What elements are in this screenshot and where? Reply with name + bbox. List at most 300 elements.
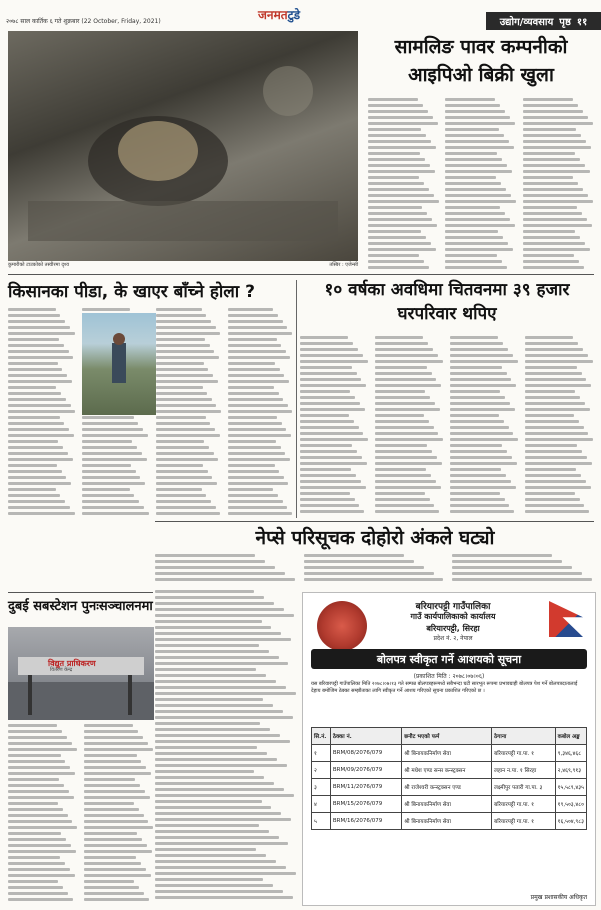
- text-line: [450, 492, 500, 495]
- col-header: कबोल अङ्क: [555, 728, 586, 745]
- text-line: [84, 724, 133, 727]
- text-line: [8, 320, 65, 323]
- text-line: [300, 444, 352, 447]
- text-line: [8, 392, 61, 395]
- text-line: [304, 572, 434, 575]
- text-line: [155, 878, 263, 881]
- text-line: [445, 158, 502, 161]
- text-line: [445, 146, 513, 149]
- text-line: [8, 470, 62, 473]
- text-line: [525, 396, 580, 399]
- text-line: [8, 862, 65, 865]
- text-line: [375, 480, 436, 483]
- text-line: [375, 408, 440, 411]
- text-line: [523, 260, 579, 263]
- text-line: [155, 716, 293, 719]
- text-line: [8, 760, 65, 763]
- text-line: [450, 426, 509, 429]
- text-line: [84, 772, 151, 775]
- text-line: [155, 560, 265, 563]
- text-line: [155, 602, 274, 605]
- text-line: [155, 776, 264, 779]
- text-line: [8, 868, 70, 871]
- text-line: [8, 374, 67, 377]
- text-line: [450, 390, 500, 393]
- text-line: [300, 348, 358, 351]
- text-line: [523, 188, 584, 191]
- text-line: [156, 374, 213, 377]
- text-line: [525, 426, 584, 429]
- newspaper-logo: [258, 6, 300, 23]
- headline-nepse: नेप्से परिसूचक दोहोरो अंकले घट्यो: [255, 527, 495, 549]
- text-line: [523, 116, 588, 119]
- text-line: [523, 110, 583, 113]
- text-line: [525, 348, 583, 351]
- text-line: [228, 350, 286, 353]
- text-line: [155, 704, 273, 707]
- text-line: [300, 336, 348, 339]
- text-line: [156, 410, 221, 413]
- text-line: [8, 886, 63, 889]
- text-column: [156, 308, 222, 520]
- text-line: [228, 434, 292, 437]
- page-number: ११: [576, 17, 588, 28]
- text-line: [155, 764, 287, 767]
- text-column: [8, 308, 76, 520]
- text-line: [84, 796, 150, 799]
- text-line: [450, 468, 501, 471]
- text-column: [155, 590, 297, 905]
- text-line: [300, 342, 353, 345]
- text-column: [523, 98, 594, 273]
- text-line: [300, 450, 357, 453]
- text-line: [445, 104, 500, 107]
- text-line: [228, 374, 285, 377]
- text-line: [8, 838, 66, 841]
- text-line: [450, 510, 514, 513]
- text-line: [155, 728, 270, 731]
- text-line: [523, 254, 574, 257]
- text-line: [525, 432, 588, 435]
- text-line: [304, 560, 414, 563]
- text-line: [82, 428, 143, 431]
- text-line: [155, 794, 294, 797]
- text-line: [84, 736, 143, 739]
- text-line: [300, 462, 367, 465]
- text-line: [525, 480, 586, 483]
- text-line: [156, 422, 210, 425]
- text-line: [8, 338, 59, 341]
- text-line: [445, 230, 498, 233]
- text-line: [445, 164, 507, 167]
- table-cell: १९,५०३,४८०: [555, 796, 586, 813]
- text-line: [445, 206, 499, 209]
- headline-power-ipo: सामलिङ पावर कम्पनीको आइपिओ बिक्री खुला: [394, 36, 568, 86]
- text-line: [445, 140, 508, 143]
- text-line: [156, 386, 203, 389]
- text-line: [8, 506, 70, 509]
- text-line: [156, 368, 208, 371]
- text-line: [450, 480, 511, 483]
- table-row: [312, 745, 587, 762]
- col-header: ठेक्का नं.: [330, 728, 401, 745]
- text-column: [525, 336, 594, 520]
- logo-part1: जनमत: [258, 8, 288, 22]
- text-line: [228, 398, 284, 401]
- text-line: [525, 486, 591, 489]
- text-line: [155, 842, 288, 845]
- text-line: [523, 176, 574, 179]
- text-line: [8, 440, 58, 443]
- text-line: [155, 668, 256, 671]
- text-line: [156, 314, 206, 317]
- table-cell: श्री बिनायकनिर्माण सेवा: [402, 796, 492, 813]
- text-line: [523, 224, 592, 227]
- text-line: [84, 754, 137, 757]
- text-line: [155, 866, 286, 869]
- text-line: [375, 396, 430, 399]
- text-line: [228, 386, 275, 389]
- text-line: [84, 790, 145, 793]
- table-cell: १: [312, 745, 331, 762]
- text-line: [84, 892, 144, 895]
- text-line: [82, 440, 132, 443]
- text-line: [445, 116, 510, 119]
- text-line: [228, 338, 277, 341]
- table-cell: १६,५०४,९८३: [555, 813, 586, 830]
- text-line: [82, 308, 130, 311]
- text-line: [155, 578, 295, 581]
- text-line: [8, 736, 67, 739]
- text-line: [523, 218, 587, 221]
- text-line: [450, 504, 509, 507]
- text-line: [8, 820, 72, 823]
- text-line: [84, 760, 141, 763]
- text-line: [228, 404, 288, 407]
- text-line: [156, 500, 211, 503]
- text-line: [155, 872, 296, 875]
- text-column: [375, 336, 444, 520]
- text-line: [300, 420, 354, 423]
- text-line: [445, 254, 496, 257]
- text-line: [8, 380, 72, 383]
- text-line: [368, 248, 436, 251]
- text-line: [155, 614, 294, 617]
- text-line: [155, 746, 257, 749]
- text-line: [300, 498, 355, 501]
- text-line: [155, 710, 283, 713]
- text-line: [155, 662, 288, 665]
- text-line: [8, 512, 75, 515]
- text-line: [84, 814, 144, 817]
- text-line: [368, 140, 431, 143]
- text-line: [445, 152, 497, 155]
- text-line: [228, 512, 292, 515]
- text-line: [84, 898, 149, 901]
- text-line: [8, 754, 61, 757]
- text-line: [375, 438, 443, 441]
- text-line: [300, 384, 366, 387]
- table-cell: BRM/15/2076/079: [330, 796, 401, 813]
- text-line: [155, 848, 256, 851]
- text-line: [82, 488, 130, 491]
- farmer-photo: [82, 313, 156, 415]
- text-line: [8, 850, 76, 853]
- text-line: [8, 766, 70, 769]
- text-line: [156, 482, 217, 485]
- municipality-emblem-icon: [317, 601, 367, 651]
- text-line: [8, 802, 58, 805]
- text-line: [82, 422, 138, 425]
- text-line: [155, 692, 296, 695]
- text-line: [368, 110, 428, 113]
- text-line: [82, 512, 149, 515]
- nepse-body-text-lower: [155, 590, 297, 905]
- text-line: [84, 820, 148, 823]
- text-line: [525, 408, 590, 411]
- text-line: [8, 772, 75, 775]
- nepse-body-text: [155, 554, 595, 588]
- notice-date: (प्रकाशित मिति : २०७८।०७।०६): [413, 673, 485, 680]
- table-cell: १५,५८९,४३५: [555, 779, 586, 796]
- table-cell: बरियारपट्टी गा.पा. १: [492, 796, 556, 813]
- table-cell: श्री मधेश एण्ड सन्स कन्स्ट्रक्सन: [402, 762, 492, 779]
- text-column: [8, 724, 78, 904]
- text-line: [155, 620, 262, 623]
- text-line: [523, 266, 584, 269]
- section-name: उद्योग/व्यवसाय: [499, 17, 554, 28]
- text-line: [84, 886, 139, 889]
- text-line: [525, 498, 580, 501]
- text-line: [450, 474, 506, 477]
- section-divider: [8, 274, 594, 275]
- text-line: [82, 434, 148, 437]
- notice-title: बोलपत्र स्वीकृत गर्ने आशयको सूचना: [311, 649, 587, 669]
- text-line: [445, 110, 505, 113]
- text-line: [8, 452, 68, 455]
- text-line: [228, 488, 274, 491]
- text-line: [228, 320, 283, 323]
- text-line: [375, 342, 428, 345]
- text-line: [8, 730, 62, 733]
- text-line: [450, 342, 503, 345]
- text-line: [228, 416, 278, 419]
- text-line: [523, 194, 589, 197]
- text-line: [8, 314, 60, 317]
- text-line: [450, 414, 499, 417]
- table-header-row: [312, 728, 587, 745]
- text-line: [82, 470, 136, 473]
- text-line: [300, 360, 368, 363]
- notice-table: [311, 727, 587, 830]
- text-line: [368, 206, 422, 209]
- nepal-flag-icon: [549, 601, 583, 637]
- text-line: [525, 510, 589, 513]
- text-line: [228, 380, 290, 383]
- text-line: [155, 698, 263, 701]
- text-line: [523, 248, 591, 251]
- text-line: [228, 446, 281, 449]
- text-line: [8, 742, 72, 745]
- photo-credit: तस्बिर : एजेन्सी: [329, 262, 358, 268]
- text-line: [155, 566, 275, 569]
- text-line: [155, 890, 283, 893]
- text-line: [445, 122, 515, 125]
- text-line: [8, 892, 68, 895]
- text-line: [375, 420, 429, 423]
- table-cell: ४: [312, 796, 331, 813]
- text-line: [228, 440, 276, 443]
- text-line: [525, 414, 574, 417]
- text-line: [8, 398, 66, 401]
- table-cell: श्री राजेश्वरी कन्स्ट्रक्सन एण्ड: [402, 779, 492, 796]
- table-cell: BRM/16/2076/079: [330, 813, 401, 830]
- text-line: [445, 260, 501, 263]
- text-line: [8, 724, 57, 727]
- text-line: [368, 158, 425, 161]
- text-line: [8, 796, 74, 799]
- table-row: [312, 762, 587, 779]
- text-line: [368, 134, 426, 137]
- text-line: [155, 806, 271, 809]
- text-line: [304, 566, 424, 569]
- text-column: [304, 554, 447, 588]
- text-line: [156, 326, 216, 329]
- text-line: [445, 194, 511, 197]
- text-line: [300, 468, 351, 471]
- text-line: [228, 362, 276, 365]
- text-line: [375, 474, 431, 477]
- text-line: [523, 104, 578, 107]
- text-line: [8, 808, 63, 811]
- text-line: [368, 200, 439, 203]
- text-line: [156, 512, 220, 515]
- text-line: [82, 482, 145, 485]
- text-line: [228, 410, 293, 413]
- text-line: [525, 384, 591, 387]
- table-cell: २,४६९,९१३: [555, 762, 586, 779]
- text-line: [375, 492, 425, 495]
- text-line: [300, 414, 349, 417]
- text-line: [8, 326, 70, 329]
- text-line: [523, 140, 586, 143]
- text-line: [84, 802, 134, 805]
- notice-signoff: प्रमुख प्रशासकीय अधिकृत: [530, 894, 587, 901]
- text-line: [525, 468, 576, 471]
- text-line: [523, 170, 590, 173]
- text-line: [375, 426, 434, 429]
- text-line: [445, 266, 506, 269]
- text-line: [450, 450, 507, 453]
- page-label: पृष्ठ: [559, 17, 571, 28]
- text-line: [84, 730, 138, 733]
- text-line: [156, 452, 214, 455]
- text-line: [525, 390, 575, 393]
- text-line: [155, 686, 286, 689]
- table-cell: श्री बिनायकनिर्माण सेवा: [402, 813, 492, 830]
- text-line: [525, 360, 593, 363]
- text-line: [375, 462, 442, 465]
- text-line: [525, 366, 577, 369]
- text-line: [300, 480, 361, 483]
- text-line: [300, 408, 365, 411]
- text-line: [156, 488, 202, 491]
- text-line: [156, 338, 205, 341]
- text-line: [84, 832, 137, 835]
- text-line: [525, 438, 593, 441]
- text-line: [523, 128, 576, 131]
- table-cell: BRM/11/2076/079: [330, 779, 401, 796]
- text-line: [525, 474, 581, 477]
- table-row: [312, 779, 587, 796]
- text-line: [452, 566, 572, 569]
- text-line: [84, 880, 134, 883]
- section-divider: [8, 592, 153, 593]
- text-line: [228, 500, 283, 503]
- text-line: [8, 368, 62, 371]
- text-line: [450, 396, 505, 399]
- text-line: [450, 336, 498, 339]
- text-line: [84, 808, 139, 811]
- text-line: [8, 748, 77, 751]
- text-line: [368, 98, 418, 101]
- feature-photo: [8, 31, 358, 261]
- text-line: [156, 416, 206, 419]
- text-line: [82, 500, 139, 503]
- tender-notice: [302, 592, 596, 906]
- text-line: [8, 386, 56, 389]
- photo-scene: [8, 31, 358, 261]
- text-line: [375, 390, 425, 393]
- text-line: [8, 422, 64, 425]
- housing-body-text: [300, 336, 594, 520]
- text-line: [304, 578, 444, 581]
- text-line: [450, 360, 518, 363]
- text-line: [525, 456, 587, 459]
- table-cell: ५: [312, 813, 331, 830]
- table-row: [312, 796, 587, 813]
- text-line: [155, 812, 281, 815]
- text-line: [523, 152, 575, 155]
- text-line: [156, 494, 206, 497]
- text-line: [84, 784, 140, 787]
- text-line: [300, 378, 361, 381]
- text-line: [155, 752, 267, 755]
- text-line: [82, 464, 131, 467]
- text-line: [523, 98, 573, 101]
- text-line: [8, 874, 75, 877]
- text-line: [155, 596, 264, 599]
- text-line: [375, 456, 437, 459]
- text-column: [300, 336, 369, 520]
- text-line: [8, 410, 75, 413]
- text-line: [155, 758, 277, 761]
- text-line: [368, 146, 436, 149]
- text-line: [8, 494, 60, 497]
- text-line: [155, 656, 279, 659]
- text-line: [8, 464, 57, 467]
- text-line: [155, 836, 279, 839]
- text-line: [8, 482, 71, 485]
- table-cell: बरियारपट्टी गा.पा. १: [492, 813, 556, 830]
- col-header: छनौट भएको फर्म: [402, 728, 492, 745]
- text-line: [156, 350, 214, 353]
- text-line: [8, 404, 71, 407]
- text-line: [450, 420, 504, 423]
- text-line: [156, 320, 211, 323]
- text-line: [8, 500, 65, 503]
- text-line: [155, 590, 254, 593]
